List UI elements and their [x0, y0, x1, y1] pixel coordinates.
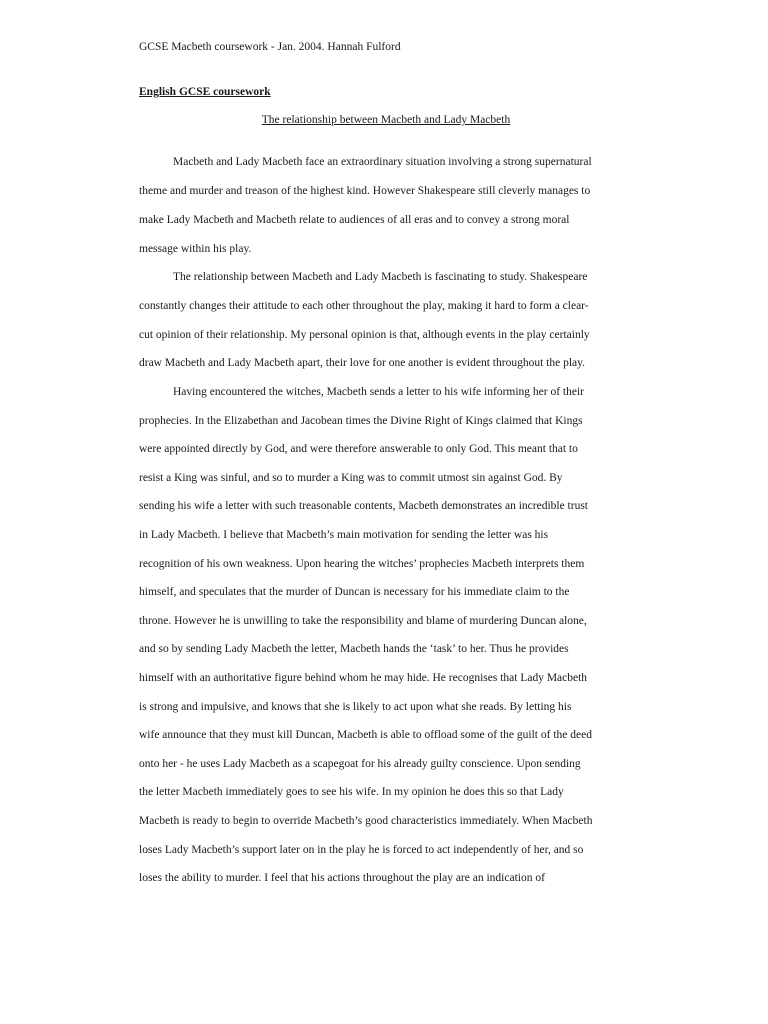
body-line: Having encountered the witches, Macbeth sends a letter to his wife informing her of their	[173, 386, 584, 398]
body-line: constantly changes their attitude to each other throughout the play, making it hard to form a clear-	[139, 300, 589, 312]
document-label: English GCSE coursework	[139, 86, 271, 98]
body-line: recognition of his own weakness. Upon hearing the witches’ prophecies Macbeth interprets them	[139, 558, 585, 570]
body-line: is strong and impulsive, and knows that she is likely to act upon what she reads. By letting his	[139, 701, 572, 713]
body-line: in Lady Macbeth. I believe that Macbeth’s main motivation for sending the letter was his	[139, 529, 549, 541]
body-line: Macbeth is ready to begin to override Macbeth’s good characteristics immediately. When Macbeth	[139, 815, 593, 827]
running-header: GCSE Macbeth coursework - Jan. 2004. Hannah Fulford	[139, 41, 401, 53]
body-line: resist a King was sinful, and so to murder a King was to commit utmost sin against God. By	[139, 472, 563, 484]
document-title: The relationship between Macbeth and Lady Macbeth	[261, 114, 511, 126]
body-line: throne. However he is unwilling to take the responsibility and blame of murdering Duncan alone,	[139, 615, 587, 627]
body-line: cut opinion of their relationship. My personal opinion is that, although events in the play certainly	[139, 329, 590, 341]
body-line: loses the ability to murder. I feel that his actions throughout the play are an indication of	[139, 872, 545, 884]
body-line: message within his play.	[139, 243, 252, 255]
body-line: sending his wife a letter with such treasonable contents, Macbeth demonstrates an incredible trust	[139, 500, 589, 512]
body-line: himself, and speculates that the murder of Duncan is necessary for his immediate claim to the	[139, 586, 570, 598]
body-line: were appointed directly by God, and were therefore answerable to only God. This meant that to	[139, 443, 578, 455]
body-line: loses Lady Macbeth’s support later on in the play he is forced to act independently of her, and so	[139, 844, 584, 856]
body-line: the letter Macbeth immediately goes to see his wife. In my opinion he does this so that Lady	[139, 786, 564, 798]
body-line: himself with an authoritative figure behind whom he may hide. He recognises that Lady Macbeth	[139, 672, 588, 684]
body-line: The relationship between Macbeth and Lady Macbeth is fascinating to study. Shakespeare	[173, 271, 588, 283]
body-line: and so by sending Lady Macbeth the letter, Macbeth hands the ‘task’ to her. Thus he provides	[139, 643, 569, 655]
body-line: Macbeth and Lady Macbeth face an extraordinary situation involving a strong supernatural	[173, 156, 592, 168]
body-line: theme and murder and treason of the highest kind. However Shakespeare still cleverly manages to	[139, 185, 591, 197]
body-line: prophecies. In the Elizabethan and Jacobean times the Divine Right of Kings claimed that Kings	[139, 415, 583, 427]
body-line: make Lady Macbeth and Macbeth relate to audiences of all eras and to convey a strong moral	[139, 214, 570, 226]
body-line: draw Macbeth and Lady Macbeth apart, their love for one another is evident throughout the play.	[139, 357, 586, 369]
body-line: wife announce that they must kill Duncan, Macbeth is able to offload some of the guilt of the deed	[139, 729, 592, 741]
body-line: onto her - he uses Lady Macbeth as a scapegoat for his already guilty conscience. Upon sending	[139, 758, 581, 770]
